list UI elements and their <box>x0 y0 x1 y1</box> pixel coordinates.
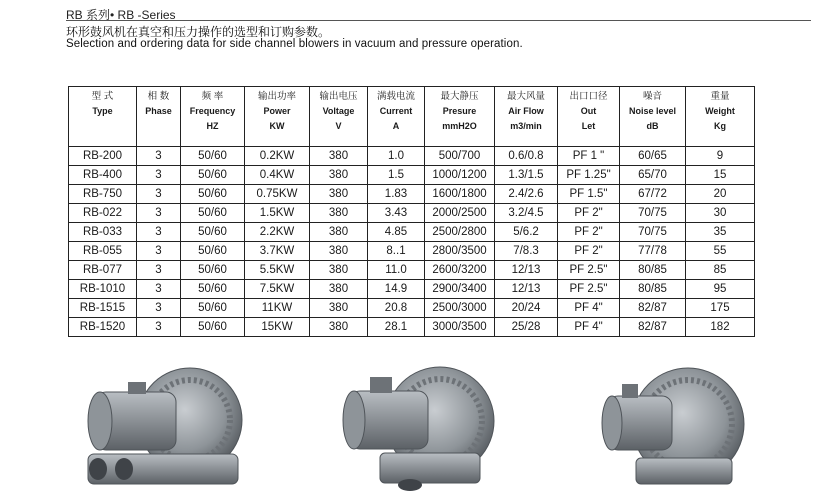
table-cell-type: RB-077 <box>69 261 137 280</box>
column-header-en: Frequency <box>189 106 236 116</box>
column-header-en: Air Flow <box>508 106 544 116</box>
spec-table-header <box>69 87 755 147</box>
column-header-current <box>368 87 425 147</box>
table-cell-phase: 3 <box>137 299 181 318</box>
table-cell-frequency: 50/60 <box>181 261 245 280</box>
table-cell-air-flow: 2.4/2.6 <box>495 185 558 204</box>
table-cell-type: RB-022 <box>69 204 137 223</box>
table-cell-pressure: 2500/2800 <box>425 223 495 242</box>
table-cell-type: RB-1520 <box>69 318 137 337</box>
column-header-unit: Kg <box>714 121 726 131</box>
table-cell-current: 1.0 <box>368 147 425 166</box>
column-header-power <box>245 87 310 147</box>
table-cell-frequency: 50/60 <box>181 280 245 299</box>
table-cell-current: 1.83 <box>368 185 425 204</box>
column-header-weight <box>686 87 755 147</box>
table-cell-pressure: 1600/1800 <box>425 185 495 204</box>
table-cell-outlet: PF 1.25" <box>558 166 620 185</box>
table-cell-type: RB-200 <box>69 147 137 166</box>
table-cell-outlet: PF 4" <box>558 299 620 318</box>
table-cell-phase: 3 <box>137 204 181 223</box>
table-cell-pressure: 3000/3500 <box>425 318 495 337</box>
table-cell-weight: 15 <box>686 166 755 185</box>
table-cell-noise-level: 80/85 <box>620 261 686 280</box>
table-cell-voltage: 380 <box>310 318 368 337</box>
table-cell-voltage: 380 <box>310 204 368 223</box>
table-cell-outlet: PF 2" <box>558 242 620 261</box>
column-header-unit: HZ <box>206 121 219 131</box>
table-cell-phase: 3 <box>137 147 181 166</box>
table-cell-power: 5.5KW <box>245 261 310 280</box>
table-cell-type: RB-400 <box>69 166 137 185</box>
table-cell-outlet: PF 1 " <box>558 147 620 166</box>
column-header-cn: 频 率 <box>201 91 224 102</box>
table-cell-pressure: 2900/3400 <box>425 280 495 299</box>
table-cell-current: 20.8 <box>368 299 425 318</box>
table-cell-frequency: 50/60 <box>181 223 245 242</box>
table-cell-type: RB-055 <box>69 242 137 261</box>
table-cell-outlet: PF 2.5" <box>558 280 620 299</box>
table-cell-voltage: 380 <box>310 242 368 261</box>
table-row <box>69 223 755 242</box>
column-header-cn: 最大风量 <box>506 91 545 102</box>
table-cell-weight: 85 <box>686 261 755 280</box>
table-cell-type: RB-1010 <box>69 280 137 299</box>
table-cell-phase: 3 <box>137 185 181 204</box>
table-row <box>69 242 755 261</box>
column-header-unit: Let <box>581 121 596 131</box>
column-header-outlet <box>558 87 620 147</box>
table-cell-noise-level: 67/72 <box>620 185 686 204</box>
column-header-cn: 最大静压 <box>440 91 479 102</box>
table-cell-voltage: 380 <box>310 166 368 185</box>
table-cell-frequency: 50/60 <box>181 166 245 185</box>
table-cell-phase: 3 <box>137 280 181 299</box>
blower-photo-left <box>78 360 246 496</box>
table-row <box>69 261 755 280</box>
table-row <box>69 318 755 337</box>
spec-table-body <box>69 147 755 337</box>
table-cell-air-flow: 20/24 <box>495 299 558 318</box>
column-header-unit: A <box>392 121 400 131</box>
table-row <box>69 299 755 318</box>
blower-photo-middle <box>340 355 500 495</box>
table-cell-outlet: PF 2.5" <box>558 261 620 280</box>
table-cell-weight: 55 <box>686 242 755 261</box>
column-header-en: Current <box>379 106 413 116</box>
table-cell-noise-level: 70/75 <box>620 223 686 242</box>
table-row <box>69 280 755 299</box>
table-row <box>69 147 755 166</box>
column-header-en: Phase <box>145 106 172 116</box>
table-cell-current: 11.0 <box>368 261 425 280</box>
table-cell-outlet: PF 2" <box>558 204 620 223</box>
table-cell-power: 11KW <box>245 299 310 318</box>
column-header-en: Weight <box>705 106 735 116</box>
table-cell-outlet: PF 2" <box>558 223 620 242</box>
column-header-unit: mmH2O <box>442 121 477 131</box>
column-header-unit: dB <box>646 121 659 131</box>
column-header-unit: KW <box>269 121 285 131</box>
table-cell-current: 28.1 <box>368 318 425 337</box>
table-cell-pressure: 2500/3000 <box>425 299 495 318</box>
table-cell-phase: 3 <box>137 318 181 337</box>
column-header-cn: 噪音 <box>642 91 662 102</box>
column-header-phase <box>137 87 181 147</box>
column-header-cn: 型 式 <box>91 91 114 102</box>
table-cell-current: 3.43 <box>368 204 425 223</box>
column-header-pressure <box>425 87 495 147</box>
table-cell-power: 2.2KW <box>245 223 310 242</box>
table-cell-voltage: 380 <box>310 261 368 280</box>
table-cell-weight: 20 <box>686 185 755 204</box>
table-cell-voltage: 380 <box>310 185 368 204</box>
table-cell-air-flow: 0.6/0.8 <box>495 147 558 166</box>
table-row <box>69 185 755 204</box>
column-header-unit: V <box>335 121 342 131</box>
table-cell-power: 15KW <box>245 318 310 337</box>
table-cell-weight: 35 <box>686 223 755 242</box>
table-cell-type: RB-750 <box>69 185 137 204</box>
spec-table <box>68 86 755 337</box>
table-cell-phase: 3 <box>137 166 181 185</box>
column-header-frequency <box>181 87 245 147</box>
table-cell-current: 14.9 <box>368 280 425 299</box>
table-cell-air-flow: 3.2/4.5 <box>495 204 558 223</box>
column-header-voltage <box>310 87 368 147</box>
table-cell-noise-level: 65/70 <box>620 166 686 185</box>
table-cell-phase: 3 <box>137 223 181 242</box>
column-header-unit <box>69 120 136 133</box>
column-header-cn: 满载电流 <box>376 91 415 102</box>
column-header-cn: 重量 <box>710 91 730 102</box>
table-cell-weight: 175 <box>686 299 755 318</box>
table-cell-weight: 30 <box>686 204 755 223</box>
table-cell-voltage: 380 <box>310 147 368 166</box>
table-cell-air-flow: 1.3/1.5 <box>495 166 558 185</box>
column-header-en: Noise level <box>628 106 677 116</box>
column-header-type <box>69 87 137 147</box>
table-cell-noise-level: 82/87 <box>620 318 686 337</box>
table-cell-frequency: 50/60 <box>181 318 245 337</box>
table-cell-type: RB-033 <box>69 223 137 242</box>
table-cell-current: 1.5 <box>368 166 425 185</box>
column-header-en: Out <box>580 106 597 116</box>
table-cell-weight: 182 <box>686 318 755 337</box>
header-divider <box>66 20 811 21</box>
table-cell-power: 3.7KW <box>245 242 310 261</box>
column-header-air-flow <box>495 87 558 147</box>
table-cell-voltage: 380 <box>310 223 368 242</box>
column-header-cn: 输出功率 <box>257 91 296 102</box>
table-row <box>69 166 755 185</box>
table-cell-noise-level: 82/87 <box>620 299 686 318</box>
column-header-cn: 相 数 <box>147 91 170 102</box>
table-cell-frequency: 50/60 <box>181 147 245 166</box>
table-cell-current: 8..1 <box>368 242 425 261</box>
column-header-en: Type <box>92 106 113 116</box>
table-cell-power: 1.5KW <box>245 204 310 223</box>
column-header-unit: m3/min <box>510 121 542 131</box>
table-cell-phase: 3 <box>137 261 181 280</box>
table-cell-power: 0.75KW <box>245 185 310 204</box>
series-title: RB 系列• RB -Series <box>66 8 176 22</box>
table-cell-frequency: 50/60 <box>181 299 245 318</box>
column-header-noise-level <box>620 87 686 147</box>
table-cell-current: 4.85 <box>368 223 425 242</box>
column-header-unit <box>137 120 180 133</box>
table-cell-noise-level: 60/65 <box>620 147 686 166</box>
column-header-en: Presure <box>442 106 477 116</box>
table-cell-air-flow: 5/6.2 <box>495 223 558 242</box>
table-cell-voltage: 380 <box>310 299 368 318</box>
table-row <box>69 204 755 223</box>
column-header-en: Power <box>263 106 291 116</box>
table-cell-air-flow: 7/8.3 <box>495 242 558 261</box>
table-cell-pressure: 2800/3500 <box>425 242 495 261</box>
table-cell-pressure: 2000/2500 <box>425 204 495 223</box>
table-cell-noise-level: 70/75 <box>620 204 686 223</box>
column-header-cn: 出口口径 <box>569 91 608 102</box>
header-row <box>69 87 755 147</box>
title-chinese: 环形鼓风机在真空和压力操作的选型和订购参数。 <box>66 25 331 39</box>
table-cell-pressure: 2600/3200 <box>425 261 495 280</box>
table-cell-air-flow: 12/13 <box>495 261 558 280</box>
table-cell-power: 0.2KW <box>245 147 310 166</box>
blower-photo-right <box>600 358 750 496</box>
table-cell-air-flow: 25/28 <box>495 318 558 337</box>
table-cell-voltage: 380 <box>310 280 368 299</box>
table-cell-outlet: PF 4" <box>558 318 620 337</box>
table-cell-power: 0.4KW <box>245 166 310 185</box>
table-cell-noise-level: 77/78 <box>620 242 686 261</box>
table-cell-outlet: PF 1.5" <box>558 185 620 204</box>
column-header-cn: 输出电压 <box>319 91 358 102</box>
table-cell-pressure: 1000/1200 <box>425 166 495 185</box>
table-cell-frequency: 50/60 <box>181 204 245 223</box>
table-cell-air-flow: 12/13 <box>495 280 558 299</box>
table-cell-weight: 9 <box>686 147 755 166</box>
column-header-en: Voltage <box>322 106 355 116</box>
table-cell-type: RB-1515 <box>69 299 137 318</box>
table-cell-frequency: 50/60 <box>181 242 245 261</box>
table-cell-weight: 95 <box>686 280 755 299</box>
table-cell-pressure: 500/700 <box>425 147 495 166</box>
table-cell-frequency: 50/60 <box>181 185 245 204</box>
table-cell-noise-level: 80/85 <box>620 280 686 299</box>
table-cell-power: 7.5KW <box>245 280 310 299</box>
title-english: Selection and ordering data for side channel blowers in vacuum and pressure operation. <box>66 38 523 50</box>
table-cell-phase: 3 <box>137 242 181 261</box>
